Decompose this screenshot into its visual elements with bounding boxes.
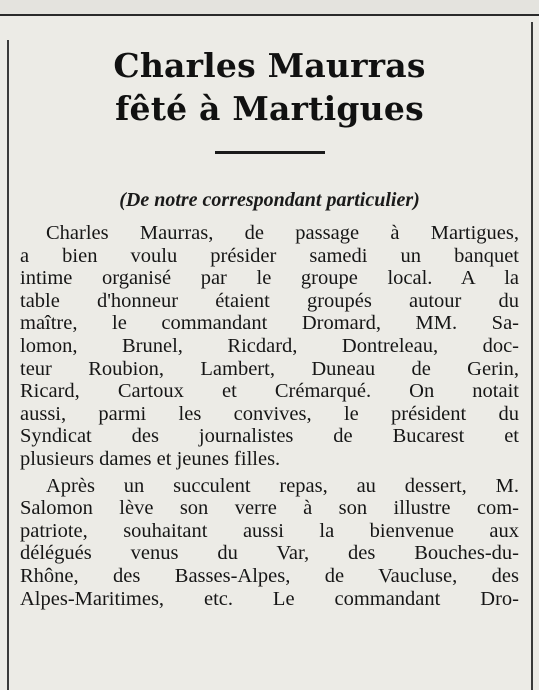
- paragraph-2-line: Salomon lève son verre à son illustre com-: [20, 497, 519, 520]
- paragraph-1-line: table d'honneur étaient groupés autour du: [20, 289, 519, 312]
- paragraph-1-line: aussi, parmi les convives, le président du: [20, 402, 519, 425]
- article-paragraph-2: [20, 475, 519, 611]
- paragraph-2-line: patriote, souhaitant aussi la bienvenue aux: [20, 519, 519, 542]
- article-byline: (De notre correspondant particulier): [119, 189, 420, 211]
- paragraph-1-line: teur Roubion, Lambert, Duneau de Gerin,: [20, 357, 519, 380]
- left-column-rule: [7, 40, 9, 690]
- paragraph-2-line: Rhône, des Basses-Alpes, de Vaucluse, des: [20, 564, 519, 587]
- paragraph-2-line: Alpes-Maritimes, etc. Le commandant Dro-: [20, 587, 519, 610]
- paragraph-1-line: intime organisé par le groupe local. A la: [20, 267, 519, 290]
- newspaper-article: [20, 44, 519, 610]
- paragraph-1-line: Charles Maurras, de passage à Martigues,: [46, 222, 519, 244]
- headline-line-1: Charles Maurras: [113, 46, 426, 85]
- article-headline: [20, 44, 519, 130]
- article-paragraph-1: [20, 222, 519, 471]
- paragraph-1-line: plusieurs dames et jeunes filles.: [20, 447, 281, 470]
- paragraph-1-line: a bien voulu présider samedi un banquet: [20, 244, 519, 267]
- headline-divider: [215, 151, 325, 154]
- paragraph-1-line: Ricard, Cartoux et Crémarqué. On notait: [20, 380, 519, 403]
- paragraph-2-line: Après un succulent repas, au dessert, M.: [46, 474, 519, 497]
- headline-line-2: fêté à Martigues: [115, 89, 424, 128]
- right-column-rule: [531, 22, 533, 690]
- paragraph-1-line: maître, le commandant Dromard, MM. Sa-: [20, 312, 519, 335]
- paragraph-2-line: délégués venus du Var, des Bouches-du-: [20, 542, 519, 565]
- paragraph-1-line: Syndicat des journalistes de Bucarest et: [20, 425, 519, 448]
- top-column-rule: [0, 0, 539, 16]
- paragraph-1-line: lomon, Brunel, Ricdard, Dontreleau, doc-: [20, 334, 519, 357]
